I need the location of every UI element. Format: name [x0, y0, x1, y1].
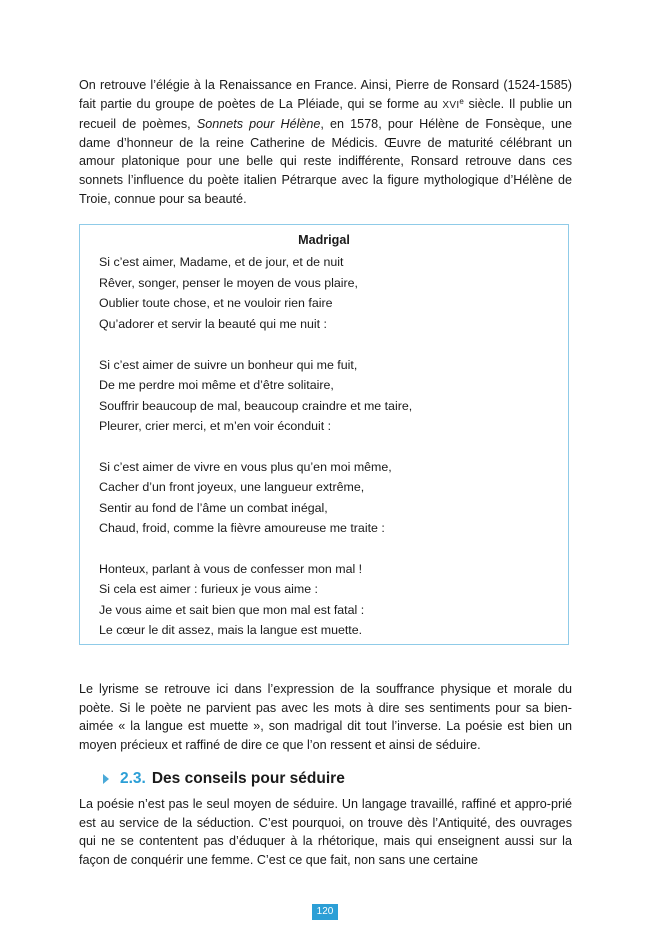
- poem-line: Cacher d’un front joyeux, une langueur extrême,: [99, 480, 365, 494]
- poem-line: Pleurer, crier merci, et m’en voir éconduit :: [99, 419, 332, 433]
- poem-line: Souffrir beaucoup de mal, beaucoup craindre et me taire,: [99, 399, 413, 413]
- poem-line: Si c’est aimer de vivre en vous plus qu’en moi même,: [99, 460, 392, 474]
- triangle-bullet-icon: [103, 774, 109, 784]
- poem-title: Madrigal: [298, 233, 350, 247]
- poem-line: De me perdre moi même et d’être solitaire,: [99, 378, 334, 392]
- century-superscript: e: [459, 96, 464, 106]
- page-number: 120: [312, 904, 338, 920]
- poem-line: Chaud, froid, comme la fièvre amoureuse me traite :: [99, 521, 385, 535]
- analysis-paragraph: Le lyrisme se retrouve ici dans l’expression de la souffrance physique et morale du poète. Si le poète ne parvient pas avec les mots à dire ses sentiments pour sa bien-aimée « la langue est muette », son madrigal dit tout l’inverse. La poésie est bien un moyen précieux et raffiné de dire ce que l’on ressent et ainsi de séduire.: [79, 682, 572, 752]
- poem-line: Si c’est aimer de suivre un bonheur qui me fuit,: [99, 358, 358, 372]
- poem-line: Si cela est aimer : furieux je vous aime :: [99, 582, 318, 596]
- poem-line: Qu’adorer et servir la beauté qui me nuit :: [99, 317, 327, 331]
- section-number: 2.3.: [120, 770, 146, 787]
- century-numeral: XVI: [442, 99, 460, 111]
- poem-line: Rêver, songer, penser le moyen de vous plaire,: [99, 276, 358, 290]
- book-title: Sonnets pour Hélène: [196, 117, 321, 132]
- intro-text-3: , en 1578, pour Hélène de Fonsèque, une dame d’honneur de la reine Catherine de Médicis. Œuvre de maturité célébrant un amour platonique pour une belle qui reste indifférente, Ronsard retrouve dans ces sonnets l’influence du poète italien Pétrarque avec la figure mythologique d’Hélène de Troie, connue pour sa beauté.: [79, 117, 572, 206]
- section-title: Des conseils pour séduire: [151, 770, 345, 787]
- poem-line: Je vous aime et sait bien que mon mal est fatal :: [99, 603, 365, 617]
- poem-line: Sentir au fond de l’âme un combat inégal,: [99, 501, 328, 515]
- intro-paragraph: [79, 76, 572, 208]
- poem-line: Si c’est aimer, Madame, et de jour, et de nuit: [99, 255, 344, 269]
- poem-box: [79, 224, 569, 645]
- poem-line: Oublier toute chose, et ne vouloir rien faire: [99, 296, 333, 310]
- section-paragraph: La poésie n’est pas le seul moyen de séduire. Un langage travaillé, raffiné et appro-prié est au service de la séduction. C’est pourquoi, on trouve dès l’Antiquité, des ouvrages qui ne se contentent pas d’éduquer à la rhétorique, mais qui enseignent aussi sur la façon de conquérir une femme. C’est ce que fait, non sans une certaine: [79, 797, 572, 867]
- poem-line: Honteux, parlant à vous de confesser mon mal !: [99, 562, 363, 576]
- section-heading: [103, 768, 345, 790]
- intro-text-2: siècle. Il publie un recueil de poèmes,: [79, 96, 572, 132]
- poem-line: Le cœur le dit assez, mais la langue est muette.: [99, 623, 363, 637]
- intro-text-1: On retrouve l’élégie à la Renaissance en France. Ainsi, Pierre de Ronsard (1524-1585) fait partie du groupe de poètes de La Pléiade, qui se forme au: [79, 78, 572, 111]
